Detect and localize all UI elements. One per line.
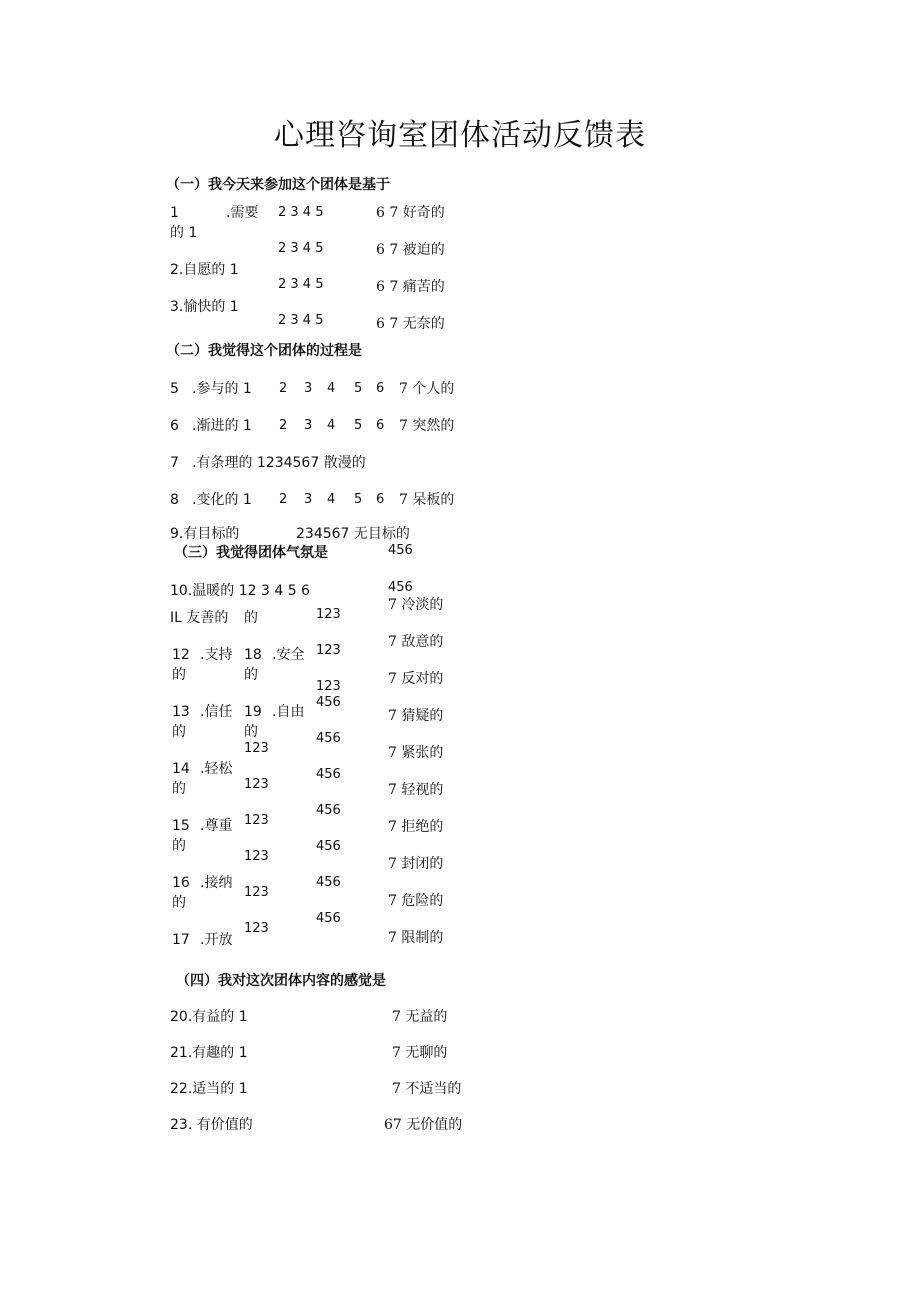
scale-3: 3: [304, 381, 313, 396]
s1-item3-scale: 2 3 4 5: [278, 277, 324, 292]
s3-end-label: 7 封闭的: [388, 856, 444, 872]
scale-456: 456: [388, 580, 413, 595]
s3-end-label: 7 紧张的: [388, 745, 444, 761]
section2-heading: （二）我觉得这个团体的过程是: [166, 343, 362, 359]
s4-row-left: 23. 有价值的: [170, 1117, 253, 1133]
s3-row-19-number: 19: [244, 704, 262, 720]
s1-item1-label: .需要: [226, 205, 259, 221]
s3-row-12-label: .支持: [200, 647, 233, 663]
s3-row-12-cont: 的: [172, 667, 186, 683]
scale-456: 456: [316, 767, 341, 782]
s1-item3-label: 3.愉快的 1: [170, 299, 239, 315]
row-end: 7 突然的: [399, 418, 455, 434]
s1-item2-scale: 2 3 4 5: [278, 241, 324, 256]
s3-row-11-cont: 的: [244, 610, 258, 626]
s2-row-7-text: .有条理的 1234567 散漫的: [192, 455, 366, 471]
s3-row-19-label: .自由: [272, 704, 305, 720]
scale-3: 3: [304, 492, 313, 507]
s1-item4-end: 6 7 无奈的: [376, 316, 445, 332]
s3-end-label: 7 冷淡的: [388, 597, 444, 613]
s4-row-left: 20.有益的 1: [170, 1009, 248, 1025]
section1-heading: （一）我今天来参加这个团体是基于: [166, 177, 390, 193]
s4-row-left: 22.适当的 1: [170, 1081, 248, 1097]
row-number: 8: [170, 492, 179, 508]
s4-row-right: 7 不适当的: [392, 1081, 462, 1097]
s2-row-9-rest: 234567 无目标的: [296, 526, 410, 542]
s3-end-label: 7 敌意的: [388, 634, 444, 650]
s3-row-11-label: IL 友善的: [170, 610, 229, 626]
s3-row-18-cont: 的: [244, 667, 258, 683]
scale-456: 456: [316, 731, 341, 746]
s3-row-15-number: 15: [172, 818, 190, 834]
scale-123: 123: [244, 813, 269, 828]
row-number: 5: [170, 381, 179, 397]
s3-row-13-number: 13: [172, 704, 190, 720]
s3-end-label: 7 轻视的: [388, 782, 444, 798]
row-label: .参与的 1: [192, 381, 252, 397]
scale-6: 6: [376, 492, 385, 507]
row-label: .变化的 1: [192, 492, 252, 508]
row-end: 7 个人的: [399, 381, 455, 397]
s1-item2-end: 6 7 被迫的: [376, 242, 445, 258]
s3-row-13-cont: 的: [172, 724, 186, 740]
scale-123: 123: [244, 741, 269, 756]
scale-123: 123: [244, 777, 269, 792]
scale-4: 4: [327, 381, 336, 396]
s3-end-label: 7 反对的: [388, 671, 444, 687]
scale-4: 4: [327, 418, 336, 433]
s4-row-right: 7 无益的: [392, 1009, 448, 1025]
section4-heading: （四）我对这次团体内容的感觉是: [176, 973, 386, 989]
s3-row-18-number: 18: [244, 647, 262, 663]
s3-row-16-label: .接纳: [200, 875, 233, 891]
s4-row-left: 21.有趣的 1: [170, 1045, 248, 1061]
s3-row-16-cont: 的: [172, 895, 186, 911]
s1-item1-number: 1: [170, 205, 179, 221]
scale-123: 123: [244, 849, 269, 864]
scale-456: 456: [316, 695, 341, 710]
scale-5: 5: [354, 381, 363, 396]
scale-2: 2: [279, 492, 288, 507]
scale-456: 456: [316, 803, 341, 818]
s3-row-19-cont: 的: [244, 724, 258, 740]
s3-row-17-label: .开放: [200, 932, 233, 948]
row-label: .渐进的 1: [192, 418, 252, 434]
s3-row-12-number: 12: [172, 647, 190, 663]
s1-item2-label: 2.自愿的 1: [170, 262, 239, 278]
s3-row-15-cont: 的: [172, 838, 186, 854]
row-number: 6: [170, 418, 179, 434]
scale-5: 5: [354, 418, 363, 433]
s3-end-label: 7 危险的: [388, 893, 444, 909]
s1-item3-end: 6 7 痛苦的: [376, 279, 445, 295]
section3-heading: （三）我觉得团体气氛是: [174, 545, 328, 561]
s3-row-15-label: .尊重: [200, 818, 233, 834]
scale-2: 2: [279, 418, 288, 433]
s3-end-label: 7 限制的: [388, 930, 444, 946]
s1-item1-cont: 的 1: [170, 225, 198, 241]
scale-123: 123: [316, 643, 341, 658]
s3-end-label: 7 猜疑的: [388, 708, 444, 724]
s1-item1-end: 6 7 好奇的: [376, 205, 445, 221]
s3-row-14-cont: 的: [172, 781, 186, 797]
s4-row-right: 67 无价值的: [384, 1117, 463, 1133]
s3-row-16-number: 16: [172, 875, 190, 891]
scale-456: 456: [316, 839, 341, 854]
scale-456: 456: [316, 911, 341, 926]
s4-row-right: 7 无聊的: [392, 1045, 448, 1061]
s3-row-17-number: 17: [172, 932, 190, 948]
s3-row-10: 10.温暖的 12 3 4 5 6: [170, 583, 310, 599]
scale-3: 3: [304, 418, 313, 433]
s3-row-13-label: .信任: [200, 704, 233, 720]
scale-4: 4: [327, 492, 336, 507]
scale-2: 2: [279, 381, 288, 396]
scale-123: 123: [316, 679, 341, 694]
s3-end-label: 7 拒绝的: [388, 819, 444, 835]
page-title: 心理咨询室团体活动反馈表: [274, 118, 646, 153]
s1-item1-scale: 2 3 4 5: [278, 205, 324, 220]
s3-row-18-label: .安全: [272, 647, 305, 663]
s3-row-14-number: 14: [172, 761, 190, 777]
scale-123: 123: [244, 885, 269, 900]
row-end: 7 呆板的: [399, 492, 455, 508]
scale-5: 5: [354, 492, 363, 507]
scale-456: 456: [316, 875, 341, 890]
s2-row-9-label: 9.有目标的: [170, 526, 240, 542]
scale-123: 123: [316, 607, 341, 622]
s1-item4-scale: 2 3 4 5: [278, 313, 324, 328]
scale-456: 456: [388, 543, 413, 558]
scale-6: 6: [376, 381, 385, 396]
scale-123: 123: [244, 921, 269, 936]
s2-row-7-number: 7: [170, 455, 179, 471]
scale-6: 6: [376, 418, 385, 433]
s3-row-14-label: .轻松: [200, 761, 233, 777]
